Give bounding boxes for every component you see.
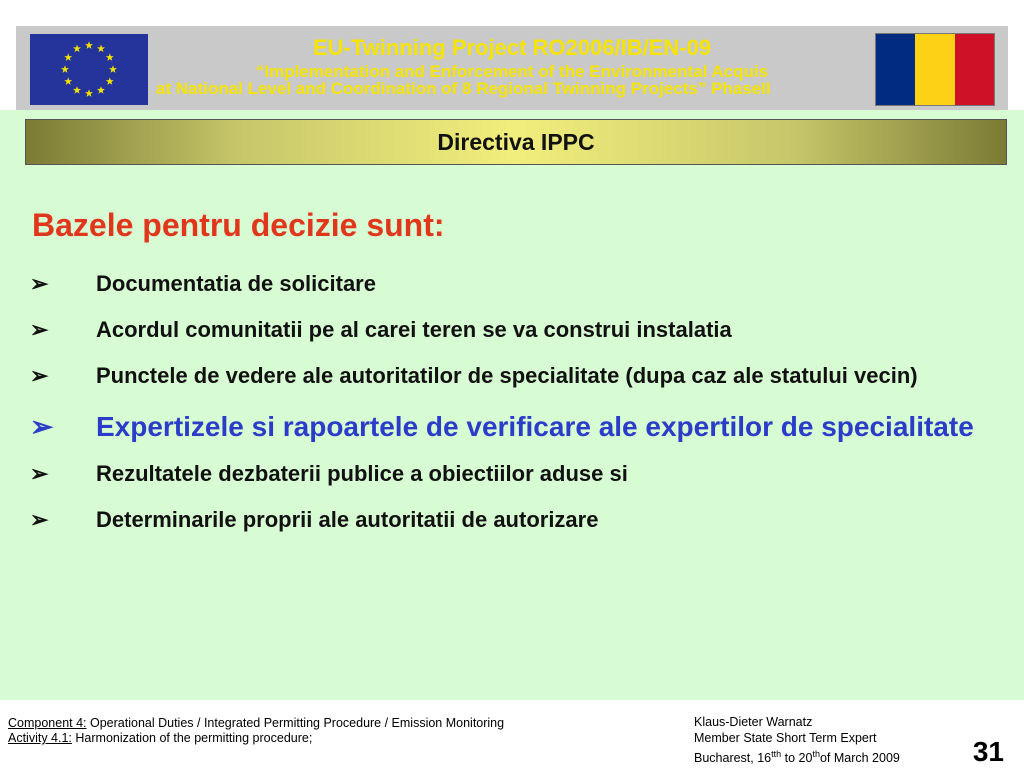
component-text: Operational Duties / Integrated Permitting Procedure / Emission Monitoring bbox=[86, 716, 505, 730]
date-prefix: Bucharest, 16 bbox=[694, 751, 772, 766]
arrow-bullet-icon: ➢ bbox=[30, 363, 49, 388]
directive-label: Directiva IPPC bbox=[437, 129, 595, 155]
date-mid: to 20 bbox=[781, 751, 813, 766]
footer-left bbox=[8, 716, 504, 746]
eu-star-icon bbox=[85, 89, 93, 97]
list-item-text: Expertizele si rapoartele de verificare ale expertilor de specialitate bbox=[96, 411, 974, 442]
arrow-bullet-icon: ➢ bbox=[30, 411, 54, 442]
flag-stripe-blue bbox=[876, 34, 915, 105]
project-subtitle-line2: at National Level and Coordination of 8 Regional Twinning Projects” PhaseII bbox=[156, 79, 771, 98]
list-item bbox=[30, 458, 995, 489]
date-sup-1: tth bbox=[771, 749, 782, 759]
list-item-text: Punctele de vedere ale autoritatilor de specialitate (dupa caz ale statului vecin) bbox=[96, 363, 918, 388]
directive-banner bbox=[25, 119, 1007, 165]
header-bar bbox=[16, 26, 1008, 110]
list-item bbox=[30, 504, 995, 535]
list-item-text: Determinarile proprii ale autoritatii de autorizare bbox=[96, 507, 599, 532]
activity-label: Activity 4.1: bbox=[8, 731, 72, 745]
flag-stripe-red bbox=[955, 34, 994, 105]
arrow-bullet-icon: ➢ bbox=[30, 271, 49, 296]
slide-content bbox=[0, 110, 1024, 700]
page-number: 31 bbox=[972, 736, 1004, 767]
footer-right bbox=[694, 714, 900, 766]
arrow-bullet-icon: ➢ bbox=[30, 507, 49, 532]
project-title: EU-Twinning Project RO2006/IB/EN-09 bbox=[312, 35, 712, 60]
author-role: Member State Short Term Expert bbox=[694, 731, 877, 745]
arrow-bullet-icon: ➢ bbox=[30, 461, 49, 486]
arrow-bullet-icon: ➢ bbox=[30, 317, 49, 342]
date-sup-2: th bbox=[812, 749, 820, 759]
list-item-text: Acordul comunitatii pe al carei teren se va construi instalatia bbox=[96, 317, 732, 342]
footer-component-line bbox=[8, 716, 504, 731]
project-subtitle-line1: “Implementation and Enforcement of the Environmental Acquis bbox=[255, 62, 769, 81]
eu-star-icon bbox=[73, 86, 81, 94]
flag-stripe-yellow bbox=[915, 34, 954, 105]
author-name: Klaus-Dieter Warnatz bbox=[694, 715, 813, 729]
date-suffix: of March 2009 bbox=[819, 751, 900, 766]
list-item-text: Documentatia de solicitare bbox=[96, 271, 376, 296]
romania-flag-icon bbox=[876, 34, 994, 105]
eu-star-icon bbox=[97, 86, 105, 94]
footer-activity-line bbox=[8, 731, 504, 746]
event-date bbox=[694, 746, 900, 766]
list-item bbox=[30, 360, 995, 391]
activity-text: Harmonization of the permitting procedure; bbox=[71, 731, 313, 745]
list-item bbox=[30, 268, 995, 299]
list-item bbox=[30, 314, 995, 345]
bullet-list bbox=[30, 268, 995, 550]
slide-footer bbox=[0, 700, 1024, 768]
list-item-text: Rezultatele dezbaterii publice a obiectiilor aduse si bbox=[96, 461, 628, 486]
component-label: Component 4: bbox=[8, 716, 87, 730]
slide-heading: Bazele pentru decizie sunt: bbox=[32, 207, 445, 243]
list-item-highlighted bbox=[30, 406, 995, 448]
